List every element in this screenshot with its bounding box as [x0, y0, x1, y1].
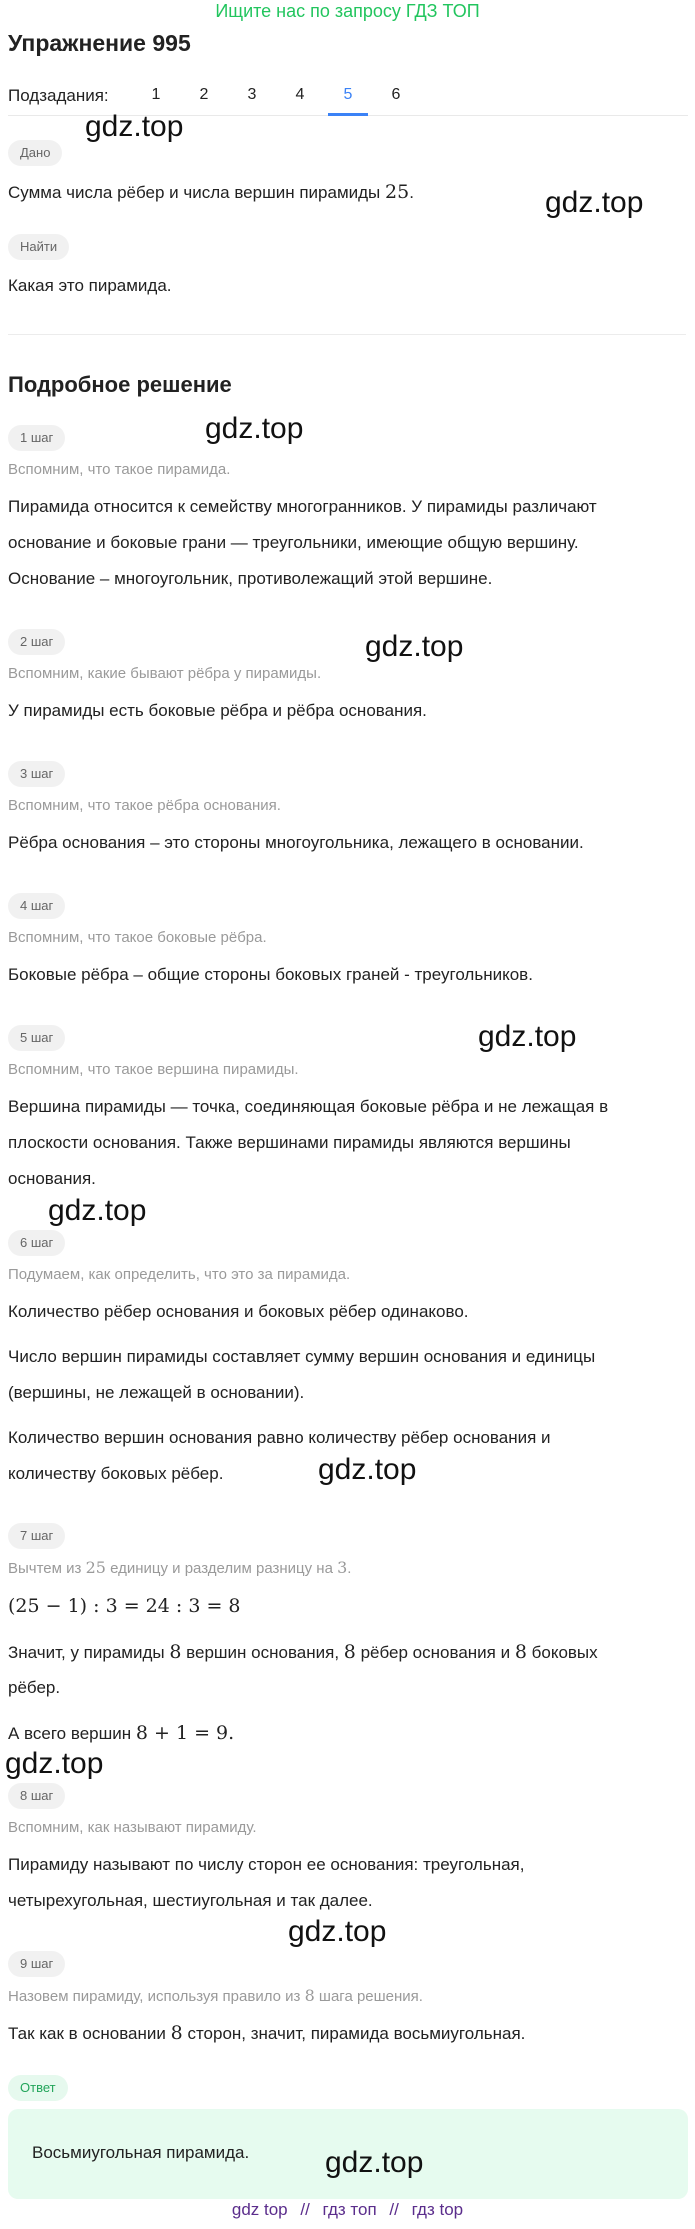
- find-text: Какая это пирамида.: [8, 276, 172, 295]
- step-5-line-1: Вершина пирамиды — точка, соединяющая боковые рёбра и не лежащая в: [8, 1097, 609, 1116]
- step-7-badge: 7 шаг: [8, 1523, 65, 1549]
- step-7-r4: боковых: [526, 1643, 598, 1662]
- step-3-text: Рёбра основания – это стороны многоугольника, лежащего в основании.: [8, 833, 584, 852]
- step-7-hint-mid: единицу и разделим разницу на: [105, 1560, 338, 1577]
- step-8-badge: 8 шаг: [8, 1783, 65, 1809]
- solution-title: Подробное решение: [8, 372, 232, 397]
- step-7-hint: [8, 1557, 678, 1580]
- step-7-hint-div: 3: [337, 1558, 348, 1577]
- watermark: gdz.top: [545, 186, 644, 219]
- top-banner: Ищите нас по запросу ГДЗ ТОП: [215, 1, 480, 21]
- footer-separator: //: [300, 2200, 310, 2219]
- watermark: gdz.top: [318, 1453, 417, 1486]
- watermark: gdz.top: [365, 630, 464, 663]
- watermark: gdz.top: [48, 1194, 147, 1227]
- step-9-hint-suffix: шага решения.: [314, 1988, 423, 2005]
- step-2-text: У пирамиды есть боковые рёбра и рёбра основания.: [8, 701, 427, 720]
- step-5-hint: Вспомним, что такое вершина пирамиды.: [8, 1061, 299, 1078]
- step-7-total: [8, 1715, 678, 1752]
- watermark: gdz.top: [478, 1020, 577, 1053]
- step-6-line-2: Число вершин пирамиды составляет сумму вершин основания и единицы: [8, 1347, 596, 1366]
- subtask-1[interactable]: 1: [151, 86, 161, 103]
- find-badge: Найти: [8, 234, 69, 260]
- footer-link-3[interactable]: гдз top: [411, 2200, 464, 2219]
- step-4-badge: 4 шаг: [8, 893, 65, 919]
- answer-badge: Ответ: [8, 2075, 68, 2101]
- step-1-hint: Вспомним, что такое пирамида.: [8, 461, 231, 478]
- step-8-line-1: Пирамиду называют по числу сторон ее основания: треугольная,: [8, 1855, 525, 1874]
- subtask-6[interactable]: 6: [391, 86, 401, 103]
- subtask-3[interactable]: 3: [247, 86, 257, 103]
- step-5-badge: 5 шаг: [8, 1025, 65, 1051]
- watermark: gdz.top: [288, 1915, 387, 1948]
- subtask-4[interactable]: 4: [295, 86, 305, 103]
- given-text-suffix: .: [409, 183, 414, 202]
- step-9-t2: сторон, значит, пирамида восьмиугольная.: [182, 2024, 526, 2043]
- step-3-badge: 3 шаг: [8, 761, 65, 787]
- page-title: Упражнение 995: [8, 30, 191, 56]
- given-text-prefix: Сумма числа рёбер и числа вершин пирамиды: [8, 183, 385, 202]
- step-7-result-line-2: рёбер.: [8, 1678, 61, 1697]
- step-1-line-3: Основание – многоугольник, противолежащий этой вершине.: [8, 569, 493, 588]
- subtasks-label: Подзадания:: [8, 86, 109, 105]
- step-7-r1: Значит, у пирамиды: [8, 1643, 170, 1662]
- given-value: 25: [385, 181, 410, 203]
- step-6-line-5: количеству боковых рёбер.: [8, 1464, 224, 1483]
- footer-link-2[interactable]: гдз топ: [322, 2200, 377, 2219]
- step-1-badge: 1 шаг: [8, 425, 65, 451]
- watermark: gdz.top: [205, 412, 304, 445]
- step-7-r2: вершин основания,: [181, 1643, 344, 1662]
- step-4-hint: Вспомним, что такое боковые рёбра.: [8, 929, 267, 946]
- step-4-text: Боковые рёбра – общие стороны боковых граней - треугольников.: [8, 965, 533, 984]
- step-7-n1: 8: [169, 1641, 182, 1663]
- watermark: gdz.top: [5, 1747, 104, 1780]
- step-9-hint: [8, 1985, 678, 2008]
- step-9-num: 8: [170, 2022, 183, 2044]
- step-9-text: [8, 2015, 678, 2052]
- given-badge: Дано: [8, 140, 62, 166]
- subtask-2[interactable]: 2: [199, 86, 209, 103]
- step-8-line-2: четырехугольная, шестиугольная и так далее.: [8, 1891, 373, 1910]
- step-6-badge: 6 шаг: [8, 1230, 65, 1256]
- step-7-hint-prefix: Вычтем из: [8, 1560, 86, 1577]
- section-divider: [8, 334, 686, 335]
- step-2-badge: 2 шаг: [8, 629, 65, 655]
- footer-link-1[interactable]: gdz top: [231, 2200, 288, 2219]
- step-9-badge: 9 шаг: [8, 1951, 65, 1977]
- step-1-line-1: Пирамида относится к семейству многогранников. У пирамиды различают: [8, 497, 597, 516]
- step-6-line-1: Количество рёбер основания и боковых рёбер одинаково.: [8, 1302, 469, 1321]
- step-7-total-prefix: А всего вершин: [8, 1724, 136, 1743]
- footer-links: [0, 2200, 695, 2220]
- footer-separator: //: [389, 2200, 399, 2219]
- step-5-line-2: плоскости основания. Также вершинами пирамиды являются вершины: [8, 1133, 571, 1152]
- subtask-5-active[interactable]: 5: [328, 84, 368, 116]
- watermark: gdz.top: [85, 110, 184, 143]
- step-3-hint: Вспомним, что такое рёбра основания.: [8, 797, 281, 814]
- step-7-n3: 8: [514, 1641, 527, 1663]
- step-6-line-3: (вершины, не лежащей в основании).: [8, 1383, 305, 1402]
- step-9-hint-prefix: Назовем пирамиду, используя правило из: [8, 1988, 305, 2005]
- step-2-hint: Вспомним, какие бывают рёбра у пирамиды.: [8, 665, 322, 682]
- answer-text: Восьмиугольная пирамида.: [32, 2143, 250, 2162]
- step-8-hint: Вспомним, как называют пирамиду.: [8, 1819, 257, 1836]
- step-7-r3: рёбер основания и: [355, 1643, 515, 1662]
- step-6-line-4: Количество вершин основания равно количеству рёбер основания и: [8, 1428, 551, 1447]
- watermark: gdz.top: [325, 2146, 424, 2179]
- step-6-hint: Подумаем, как определить, что это за пирамида.: [8, 1266, 351, 1283]
- step-7-result-line-1: [8, 1634, 678, 1671]
- step-9-hint-num: 8: [304, 1986, 315, 2005]
- step-7-hint-num: 25: [85, 1558, 106, 1577]
- step-7-n2: 8: [343, 1641, 356, 1663]
- step-7-formula: (25 − 1) : 3 = 24 : 3 = 8: [8, 1595, 241, 1617]
- step-5-line-3: основания.: [8, 1169, 96, 1188]
- step-9-t1: Так как в основании: [8, 2024, 171, 2043]
- step-7-total-formula: 8 + 1 = 9.: [135, 1722, 235, 1744]
- step-7-hint-suffix: .: [347, 1560, 352, 1577]
- step-1-line-2: основание и боковые грани — треугольники, имеющие общую вершину.: [8, 533, 579, 552]
